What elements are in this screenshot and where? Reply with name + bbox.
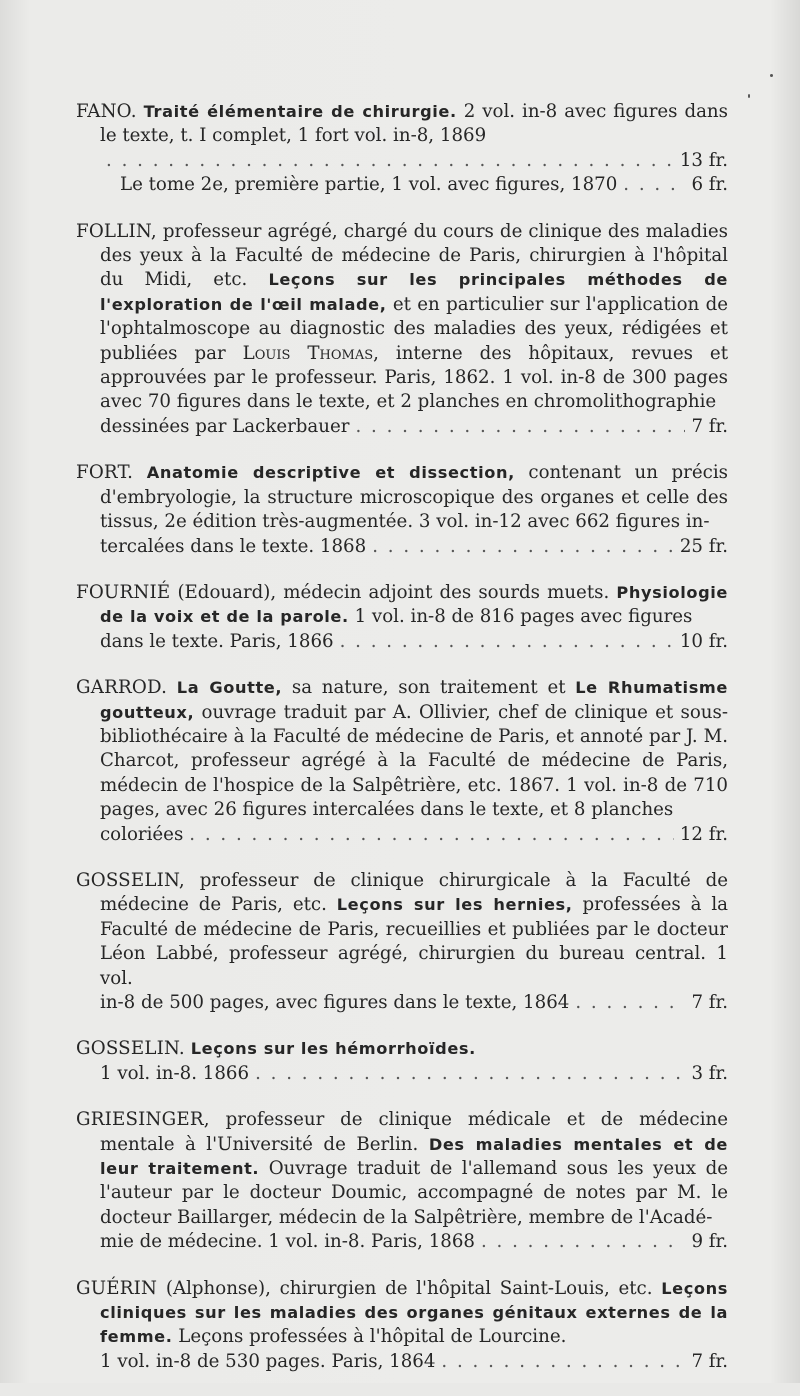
entry-price: 12 fr. xyxy=(679,823,728,845)
catalog-entry-fournie xyxy=(76,581,728,654)
entry-description: Ouvrage traduit de l'allemand sous les yeux de l'auteur par le docteur Doumic, accompagné de notes par M. le docteur Baillarger, médecin de la Salpêtrière, membre de l'Acadé- xyxy=(100,1158,728,1228)
dot-leader xyxy=(481,1230,685,1254)
entry-price: 13 fr. xyxy=(679,149,728,171)
entry-price: 9 fr. xyxy=(691,1231,728,1253)
dot-leader xyxy=(441,1350,685,1374)
entry-body xyxy=(76,461,728,534)
entry-price: 10 fr. xyxy=(679,630,728,652)
entry-price: 7 fr. xyxy=(691,1350,728,1372)
catalog-entry-fort xyxy=(76,461,728,559)
entry-description: professées à la Faculté de médecine de Paris, recueillies et publiées par le docteur Léon Labbé, professeur agrégé, chirurgien du bureau central. 1 vol. xyxy=(100,894,728,989)
entry-author: GARROD. xyxy=(76,677,168,699)
entry-price-line xyxy=(100,535,728,559)
entry-last-line: 1 vol. in-8. 1866 xyxy=(100,1062,250,1084)
entry-body xyxy=(76,1277,728,1350)
entry-author-details: professeur de clinique chirurgicale à la Faculté de médecine de Paris, etc. xyxy=(100,869,728,916)
entry-author: FOLLIN, xyxy=(76,220,157,242)
entry-author: GUÉRIN xyxy=(76,1277,158,1299)
dot-leader xyxy=(372,535,674,559)
entry-description-continued: ouvrage traduit par A. Ollivier, chef de clinique et sous-bibliothécaire à la Faculté de médecine de Paris, et annoté par J. M. Charcot, professeur agrégé à la Faculté de médecine de Paris, médecin de l'hospice de la Salpêtrière, etc. 1867. 1 vol. in-8 de 710 pages, avec 26 figures intercalées dans le texte, et 8 planches xyxy=(100,701,728,821)
entry-price: 7 fr. xyxy=(691,992,728,1013)
entry-price-line xyxy=(100,630,728,654)
catalog-column xyxy=(76,100,728,1396)
entry-price: 7 fr. xyxy=(691,415,728,437)
entry-description: contenant un précis d'embryologie, la structure microscopique des organes et celle des tissus, 2e édition très-augmentée. 3 vol. in-12 avec 662 figures in- xyxy=(100,462,728,533)
entry-description: et en particulier sur l'application de l'ophtalmoscope au diagnostic des maladies des yeux, rédigées et publiées par xyxy=(100,293,728,364)
entry-body xyxy=(76,1108,728,1230)
entry-last-line: dans le texte. Paris, 1866 xyxy=(100,630,334,652)
entry-body xyxy=(76,869,728,991)
entry-last-line: tercalées dans le texte. 1868 xyxy=(100,535,367,557)
entry-title: Physiologie de la voix et de la parole. xyxy=(100,582,728,627)
entry-title: Leçons sur les principales méthodes de l'exploration de l'œil malade, xyxy=(100,270,728,314)
entry-author: GOSSELIN. xyxy=(76,1038,185,1060)
entry-author-details: (Alphonse), chirurgien de l'hôpital Saint-Louis, etc. xyxy=(165,1277,653,1299)
entry-price: 3 fr. xyxy=(691,1062,728,1084)
entry-subvolume-text: Le tome 2e, première partie, 1 vol. avec figures, 1870 xyxy=(120,174,618,196)
entry-price-line xyxy=(100,415,728,439)
catalog-entry-guerin xyxy=(76,1277,728,1375)
catalog-entry-gosselin1 xyxy=(76,869,728,1015)
dot-leader xyxy=(255,1062,685,1086)
entry-author: FOURNIÉ xyxy=(76,581,171,603)
entry-description: 2 vol. in-8 avec figures dans le texte, t. I complet, 1 fort vol. in-8, 1869 xyxy=(100,101,728,147)
entry-price-line xyxy=(100,149,728,173)
entry-title: Anatomie descriptive et dissection, xyxy=(146,463,515,483)
entry-body xyxy=(76,100,728,149)
entry-description-continued: interne des hôpitaux, revues et approuvées par le professeur. Paris, 1862. 1 vol. in-8 de 300 pages avec 70 figures dans le texte, et 2 planches en chromolithographie xyxy=(100,342,728,413)
page-speck xyxy=(748,94,750,98)
catalog-entry-fano xyxy=(76,100,728,198)
catalog-entry-griesinger xyxy=(76,1108,728,1254)
entry-body xyxy=(76,581,728,630)
entry-last-line: coloriées xyxy=(100,823,184,845)
entry-price-line xyxy=(100,823,728,847)
dot-leader xyxy=(575,991,685,1015)
entry-author: FANO. xyxy=(76,101,137,122)
entry-body xyxy=(76,1037,728,1061)
entry-price-line xyxy=(100,1062,728,1086)
entry-price-line xyxy=(100,1350,728,1374)
entry-title: Traité élémentaire de chirurgie. xyxy=(143,102,457,121)
dot-leader xyxy=(106,149,674,173)
entry-author: GRIESINGER, xyxy=(76,1109,210,1131)
entry-author-details: (Edouard), médecin adjoint des sourds muets. xyxy=(177,581,610,603)
entry-price-line xyxy=(100,991,728,1015)
entry-title: La Goutte, xyxy=(176,678,283,698)
entry-title: Leçons sur les hernies, xyxy=(336,895,573,915)
catalog-entry-follin xyxy=(76,220,728,440)
entry-last-line: 1 vol. in-8 de 530 pages. Paris, 1864 xyxy=(100,1350,436,1372)
entry-title: Leçons sur les hémorrhoïdes. xyxy=(190,1039,476,1059)
dot-leader xyxy=(340,630,674,654)
entry-body xyxy=(76,676,728,822)
entry-description: 1 vol. in-8 de 816 pages avec figures xyxy=(354,606,693,628)
entry-title: Des maladies mentales et de leur traitement. xyxy=(100,1134,728,1179)
dot-leader xyxy=(355,415,685,439)
page-speck xyxy=(770,74,773,77)
entry-title: Leçons cliniques sur les maladies des organes génitaux externes de la femme. xyxy=(100,1278,728,1347)
entry-author: GOSSELIN, xyxy=(76,869,185,891)
entry-price-line xyxy=(100,1230,728,1254)
entry-editor: Louis Thomas, xyxy=(242,342,379,364)
entry-subvolume-line xyxy=(100,173,728,197)
dot-leader xyxy=(189,823,674,847)
entry-subvolume-price: 6 fr. xyxy=(691,174,728,196)
entry-last-line: in-8 de 500 pages, avec figures dans le texte, 1864 xyxy=(100,992,570,1013)
entry-description: Leçons professées à l'hôpital de Lourcine. xyxy=(178,1326,567,1348)
entry-author: FORT. xyxy=(76,462,134,484)
entry-body xyxy=(76,220,728,415)
entry-description: sa nature, son traitement et xyxy=(291,677,566,699)
entry-last-line: dessinées par Lackerbauer xyxy=(100,415,350,437)
entry-price: 25 fr. xyxy=(679,535,728,557)
entry-last-line: mie de médecine. 1 vol. in-8. Paris, 1868 xyxy=(100,1231,475,1253)
dot-leader xyxy=(623,173,685,197)
catalog-entry-gosselin2 xyxy=(76,1037,728,1086)
entry-title-secondary: Le Rhumatisme goutteux, xyxy=(100,678,728,722)
catalog-entry-garrod xyxy=(76,676,728,847)
entry-author-details: professeur agrégé, chargé du cours de clinique des maladies des yeux à la Faculté de médecine de Paris, chirurgien à l'hôpital du Midi, etc. xyxy=(100,220,728,291)
entry-author-details: professeur de clinique médicale et de médecine mentale à l'Université de Berlin. xyxy=(100,1109,728,1155)
